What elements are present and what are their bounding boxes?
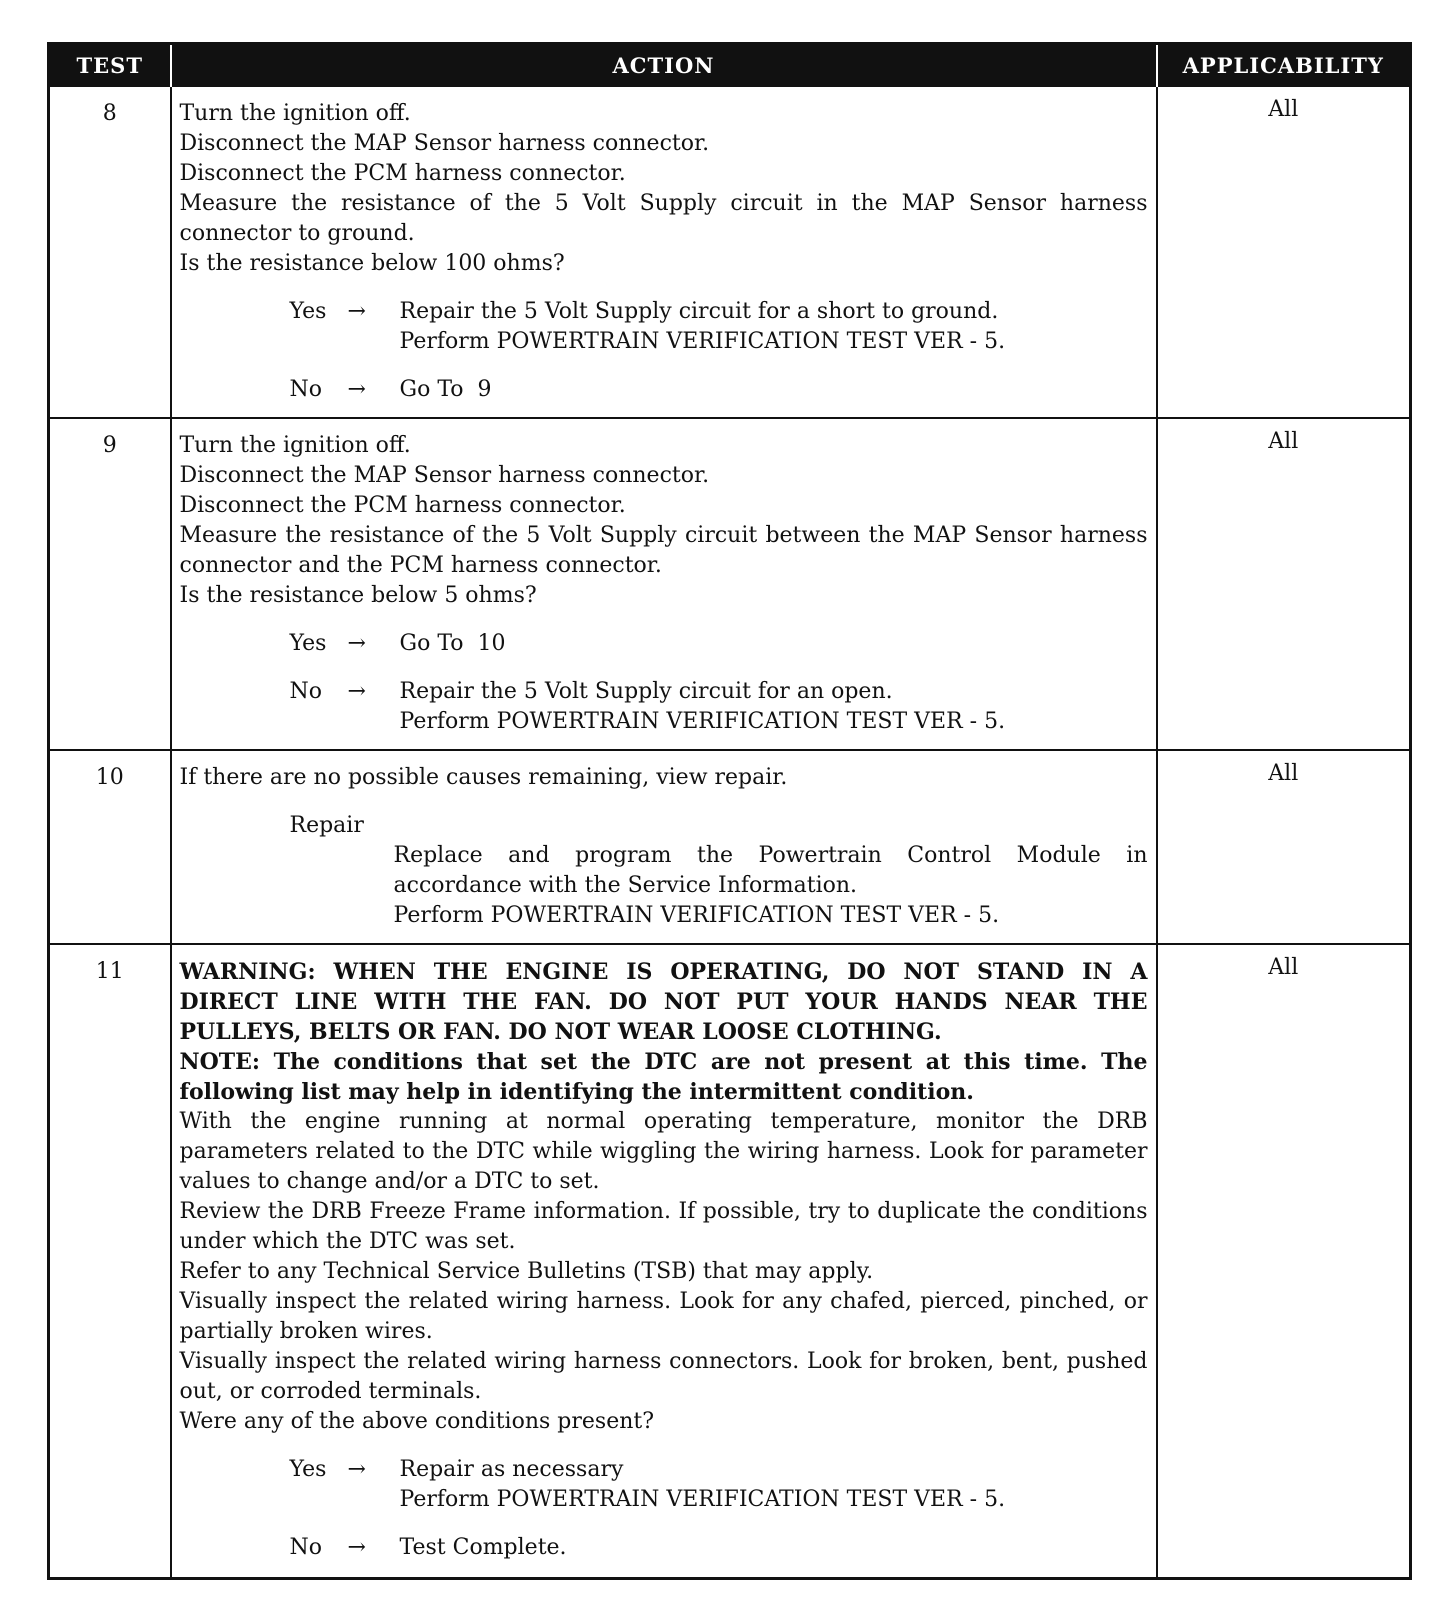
applicability-value: All — [1157, 86, 1411, 418]
action-line: Visually inspect the related wiring harness. Look for any chafed, pierced, pinched, or partially broken wires. — [179, 1288, 1148, 1344]
action-line: Refer to any Technical Service Bulletins (TSB) that may apply. — [179, 1258, 874, 1284]
repair-line: Replace and program the Powertrain Control Module in accordance with the Service Information. — [393, 843, 1148, 899]
diagnostic-page — [47, 42, 1409, 1580]
action-cell — [171, 86, 1157, 418]
note-text: NOTE: The conditions that set the DTC are not present at this time. The following list may help in identifying the intermittent condition. — [179, 1048, 1148, 1105]
table-row — [49, 86, 1411, 418]
action-question: Is the resistance below 5 ohms? — [179, 583, 537, 609]
action-line: Measure the resistance of the 5 Volt Supply circuit between the MAP Sensor harness connector and the PCM harness connector. — [179, 523, 1148, 579]
header-applicability: APPLICABILITY — [1157, 44, 1411, 87]
arrow-right-icon: → — [347, 631, 366, 657]
applicability-value: All — [1157, 750, 1411, 943]
header-test: TEST — [49, 44, 171, 87]
no-result: Repair the 5 Volt Supply circuit for an open. — [399, 679, 893, 705]
repair-label: Repair — [289, 813, 364, 839]
yes-label: Yes — [289, 299, 327, 324]
repair-line: Perform POWERTRAIN VERIFICATION TEST VER - 5. — [393, 903, 1000, 929]
yes-result: Repair the 5 Volt Supply circuit for a short to ground. — [399, 299, 999, 324]
table-row — [49, 944, 1411, 1579]
warning-text: WARNING: WHEN THE ENGINE IS OPERATING, DO NOT STAND IN A DIRECT LINE WITH THE FAN. DO NOT PUT YOUR HANDS NEAR THE PULLEYS, BELTS OR FAN. DO NOT WEAR LOOSE CLOTHING. — [179, 958, 1148, 1045]
diagnostic-table — [47, 42, 1412, 1580]
header-action: ACTION — [171, 44, 1157, 87]
action-line: If there are no possible causes remaining, view repair. — [179, 765, 788, 791]
yes-result: Perform POWERTRAIN VERIFICATION TEST VER - 5. — [399, 329, 1006, 354]
yes-label: Yes — [289, 1456, 327, 1482]
no-branch — [290, 677, 1148, 737]
applicability-value: All — [1157, 944, 1411, 1579]
action-line: Turn the ignition off. — [179, 433, 411, 459]
no-branch — [290, 375, 1148, 405]
test-number: 8 — [49, 86, 171, 418]
no-label: No — [289, 377, 322, 402]
action-line: Disconnect the MAP Sensor harness connector. — [179, 131, 710, 156]
no-branch — [290, 1533, 1148, 1563]
test-number: 10 — [49, 750, 171, 943]
action-line: Disconnect the PCM harness connector. — [179, 493, 626, 519]
repair-body — [394, 841, 1148, 931]
arrow-right-icon: → — [347, 1534, 366, 1560]
action-line: Disconnect the MAP Sensor harness connector. — [179, 463, 710, 489]
arrow-right-icon: → — [347, 299, 366, 324]
yes-branch — [290, 629, 1148, 659]
no-result: Test Complete. — [399, 1534, 567, 1560]
yes-result: Perform POWERTRAIN VERIFICATION TEST VER - 5. — [399, 1486, 1006, 1512]
action-cell — [171, 418, 1157, 750]
action-cell — [171, 750, 1157, 943]
yes-branch — [290, 297, 1148, 357]
test-number: 11 — [49, 944, 171, 1579]
arrow-right-icon: → — [347, 679, 366, 705]
no-label: No — [289, 679, 322, 705]
action-line: Visually inspect the related wiring harness connectors. Look for broken, bent, pushed out, or corroded terminals. — [179, 1348, 1148, 1404]
action-question: Is the resistance below 100 ohms? — [179, 251, 565, 276]
arrow-right-icon: → — [347, 377, 366, 402]
applicability-value: All — [1157, 418, 1411, 750]
test-number: 9 — [49, 418, 171, 750]
no-label: No — [289, 1534, 322, 1560]
action-line: Turn the ignition off. — [179, 101, 411, 126]
table-header-row — [49, 44, 1411, 87]
action-cell — [171, 944, 1157, 1579]
yes-label: Yes — [289, 631, 327, 657]
no-result: Perform POWERTRAIN VERIFICATION TEST VER - 5. — [399, 709, 1006, 735]
action-question: Were any of the above conditions present? — [179, 1408, 655, 1434]
no-result: Go To 9 — [399, 377, 492, 402]
yes-result: Go To 10 — [399, 631, 506, 657]
action-line: Disconnect the PCM harness connector. — [179, 161, 626, 186]
arrow-right-icon: → — [347, 1456, 366, 1482]
action-line: Review the DRB Freeze Frame information. If possible, try to duplicate the conditions under which the DTC was set. — [179, 1198, 1148, 1254]
table-row — [49, 418, 1411, 750]
action-line: With the engine running at normal operating temperature, monitor the DRB parameters related to the DTC while wiggling the wiring harness. Look for parameter values to change and/or a DTC to set. — [179, 1108, 1148, 1194]
table-row — [49, 750, 1411, 943]
yes-result: Repair as necessary — [399, 1456, 624, 1482]
action-line: Measure the resistance of the 5 Volt Supply circuit in the MAP Sensor harness connector to ground. — [179, 191, 1148, 246]
yes-branch — [290, 1455, 1148, 1515]
